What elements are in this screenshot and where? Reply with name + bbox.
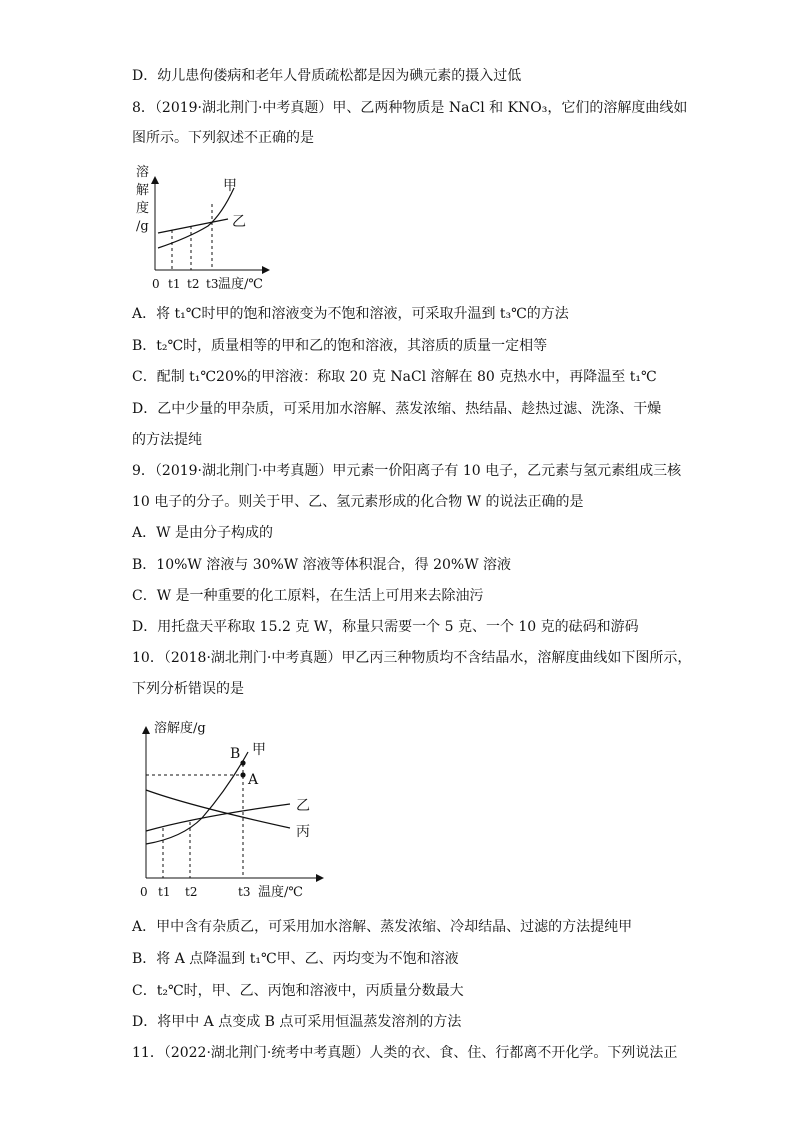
- label-yi: 乙: [296, 798, 310, 814]
- curve-bing: [146, 790, 290, 828]
- origin-label: 0: [140, 885, 148, 899]
- text-line: C．W 是一种重要的化工原料，在生活上可用来去除油污: [132, 588, 484, 604]
- tick-t2: t2: [187, 277, 200, 291]
- text-line: 8．（2019·湖北荆门·中考真题）甲、乙两种物质是 NaCl 和 KNO₃，它们的溶解度曲线如: [132, 100, 688, 116]
- text-line: D．幼儿患佝偻病和老年人骨质疏松都是因为碘元素的摄入过低: [132, 68, 522, 84]
- curve-jia: [146, 752, 248, 844]
- y-axis-label: 溶解度/g: [154, 721, 206, 736]
- text-line: 10．（2018·湖北荆门·中考真题）甲乙丙三种物质均不含结晶水，溶解度曲线如下图所示，: [132, 650, 692, 666]
- tick-t1: t1: [168, 277, 181, 291]
- label-point-a: A: [248, 772, 259, 788]
- curve-yi: [146, 804, 290, 831]
- solubility-figure-1: [130, 160, 280, 295]
- tick-t2: t2: [185, 885, 198, 899]
- label-bing: 丙: [296, 824, 310, 840]
- curve-jia: [158, 188, 234, 248]
- tick-t3: t3: [206, 277, 219, 291]
- tick-t3: t3: [238, 885, 251, 899]
- tick-t1: t1: [158, 885, 171, 899]
- text-line: A．将 t₁℃时甲的饱和溶液变为不饱和溶液，可采取升温到 t₃℃的方法: [132, 306, 569, 322]
- y-axis-label: /g: [136, 219, 149, 234]
- text-line: 下列分析错误的是: [132, 681, 244, 697]
- y-axis-label: 度: [136, 201, 150, 216]
- text-line: 9．（2019·湖北荆门·中考真题）甲元素一价阳离子有 10 电子，乙元素与氢元素组成三核: [132, 463, 682, 479]
- x-axis-label: 温度/℃: [258, 885, 303, 900]
- text-line: 图所示。下列叙述不正确的是: [132, 130, 314, 146]
- label-point-b: B: [230, 746, 241, 762]
- label-jia: 甲: [223, 178, 237, 194]
- text-line: 11．（2022·湖北荆门·统考中考真题）人类的衣、食、住、行都离不开化学。下列说法正: [132, 1045, 678, 1061]
- x-axis-label: 温度/℃: [218, 277, 263, 292]
- label-jia: 甲: [252, 742, 266, 758]
- y-axis-label: 解: [136, 183, 150, 198]
- y-axis-label: 溶: [136, 165, 150, 180]
- text-line: B．将 A 点降温到 t₁℃甲、乙、丙均变为不饱和溶液: [132, 951, 459, 967]
- text-line: D．将甲中 A 点变成 B 点可采用恒温蒸发溶剂的方法: [132, 1014, 462, 1030]
- point-a: [240, 772, 245, 777]
- text-line: 10 电子的分子。则关于甲、乙、氢元素形成的化合物 W 的说法正确的是: [132, 494, 584, 510]
- origin-label: 0: [152, 277, 160, 291]
- text-line: B．10%W 溶液与 30%W 溶液等体积混合，得 20%W 溶液: [132, 557, 512, 573]
- text-line: 的方法提纯: [132, 432, 202, 448]
- text-line: B．t₂℃时，质量相等的甲和乙的饱和溶液，其溶质的质量一定相等: [132, 338, 548, 354]
- solubility-figure-2: [130, 712, 330, 902]
- text-line: A．甲中含有杂质乙，可采用加水溶解、蒸发浓缩、冷却结晶、过滤的方法提纯甲: [132, 919, 633, 935]
- curve-yi: [158, 219, 228, 233]
- text-line: C．配制 t₁℃20%的甲溶液：称取 20 克 NaCl 溶解在 80 克热水中，再降温至 t₁℃: [132, 369, 657, 385]
- text-line: A．W 是由分子构成的: [132, 525, 273, 541]
- text-line: C．t₂℃时，甲、乙、丙饱和溶液中，丙质量分数最大: [132, 983, 464, 999]
- point-b: [240, 760, 245, 765]
- text-line: D．用托盘天平称取 15.2 克 W，称量只需要一个 5 克、一个 10 克的砝码和游码: [132, 619, 639, 635]
- label-yi: 乙: [232, 214, 246, 230]
- text-line: D．乙中少量的甲杂质，可采用加水溶解、蒸发浓缩、热结晶、趁热过滤、洗涤、干燥: [132, 401, 662, 417]
